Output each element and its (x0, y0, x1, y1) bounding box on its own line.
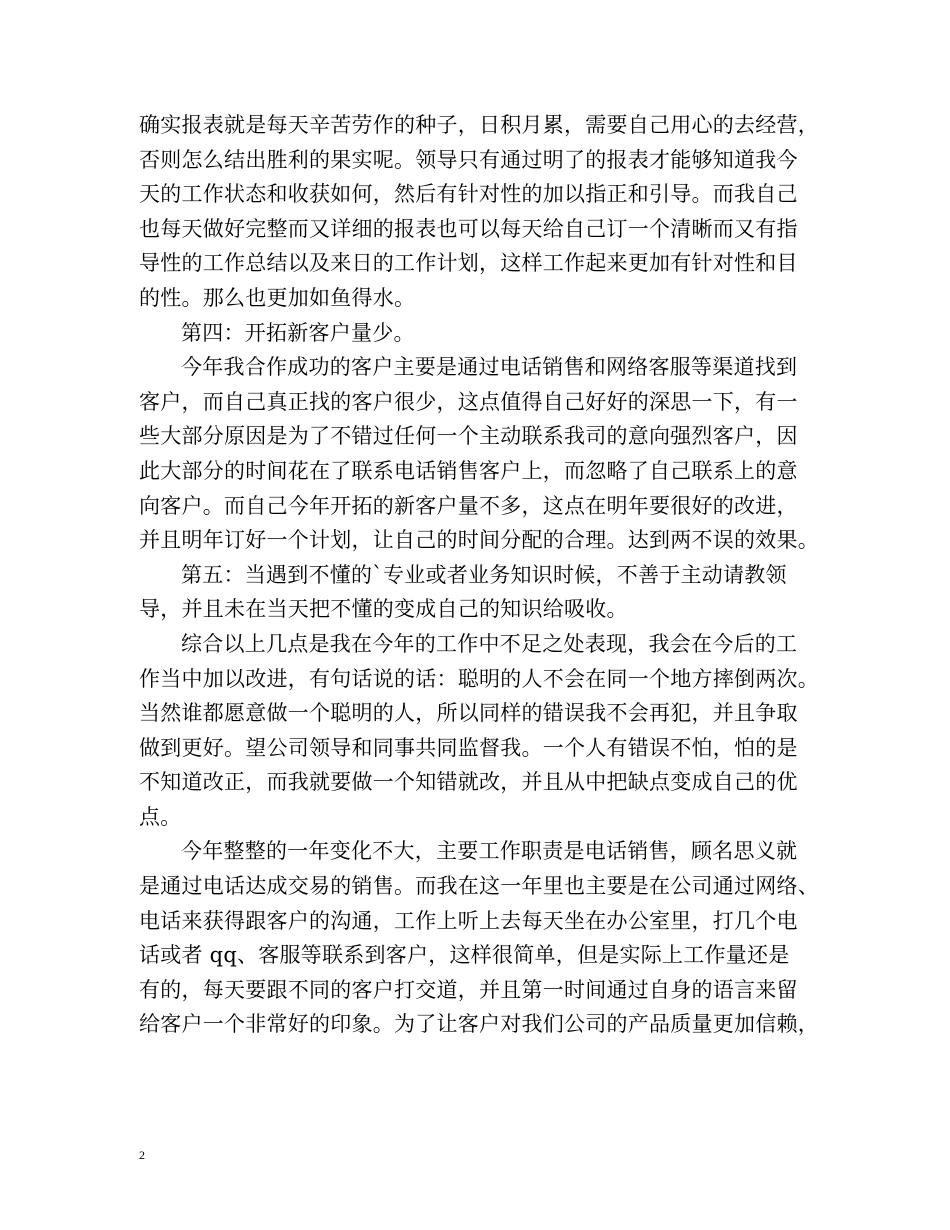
text-line: 话或者 qq、客服等联系到客户，这样很简单，但是实际上工作量还是 (139, 943, 790, 968)
text-line: 导，并且未在当天把不懂的变成自己的知识给吸收。 (139, 597, 628, 622)
text-line: 客户，而自己真正找的客户很少，这点值得自己好好的深思一下，有一 (139, 389, 798, 414)
text-line: 些大部分原因是为了不错过任何一个主动联系我司的意向强烈客户，因 (139, 424, 798, 449)
text-line: 此大部分的时间花在了联系电话销售客户上，而忽略了自己联系上的意 (139, 458, 798, 483)
text-line: 的性。那么也更加如鱼得水。 (139, 285, 416, 310)
text-line: 否则怎么结出胜利的果实呢。领导只有通过明了的报表才能够知道我今 (139, 147, 798, 172)
text-line: 有的，每天要跟不同的客户打交道，并且第一时间通过自身的语言来留 (139, 977, 798, 1002)
text-line: 综合以上几点是我在今年的工作中不足之处表现，我会在今后的工 (181, 631, 798, 656)
text-line: 不知道改正，而我就要做一个知错就改，并且从中把缺点变成自己的优 (139, 770, 798, 795)
text-line: 作当中加以改进，有句话说的话：聪明的人不会在同一个地方摔倒两次。 (139, 666, 819, 691)
text-line: 做到更好。望公司领导和同事共同监督我。一个人有错误不怕，怕的是 (139, 735, 798, 760)
text-line: 也每天做好完整而又详细的报表也可以每天给自己订一个清晰而又有指 (139, 216, 798, 241)
text-line: 确实报表就是每天辛苦劳作的种子，日积月累，需要自己用心的去经营， (139, 113, 819, 137)
document-body (139, 108, 829, 1042)
text-line: 今年整整的一年变化不大，主要工作职责是电话销售，顾名思义就 (181, 839, 798, 864)
text-line: 给客户一个非常好的印象。为了让客户对我们公司的产品质量更加信赖， (139, 1012, 819, 1037)
text-line: 点。 (139, 804, 182, 829)
text-line: 今年我合作成功的客户主要是通过电话销售和网络客服等渠道找到 (181, 355, 798, 380)
text-line: 并且明年订好一个计划，让自己的时间分配的合理。达到两不误的效果。 (139, 528, 819, 553)
text-line: 第五：当遇到不懂的`专业或者业务知识时候，不善于主动请教领 (181, 562, 787, 587)
page-number: 2 (139, 1148, 145, 1162)
text-line: 天的工作状态和收获如何，然后有针对性的加以指正和引导。而我自己 (139, 182, 798, 207)
text-line: 向客户。而自己今年开拓的新客户量不多，这点在明年要很好的改进， (139, 493, 798, 518)
text-line: 导性的工作总结以及来日的工作计划，这样工作起来更加有针对性和目 (139, 251, 798, 276)
text-line: 是通过电话达成交易的销售。而我在这一年里也主要是在公司通过网络、 (139, 874, 819, 899)
text-line: 电话来获得跟客户的沟通，工作上听上去每天坐在办公室里，打几个电 (139, 908, 798, 933)
text-line: 第四：开拓新客户量少。 (181, 320, 415, 345)
text-line: 当然谁都愿意做一个聪明的人，所以同样的错误我不会再犯，并且争取 (139, 701, 798, 726)
